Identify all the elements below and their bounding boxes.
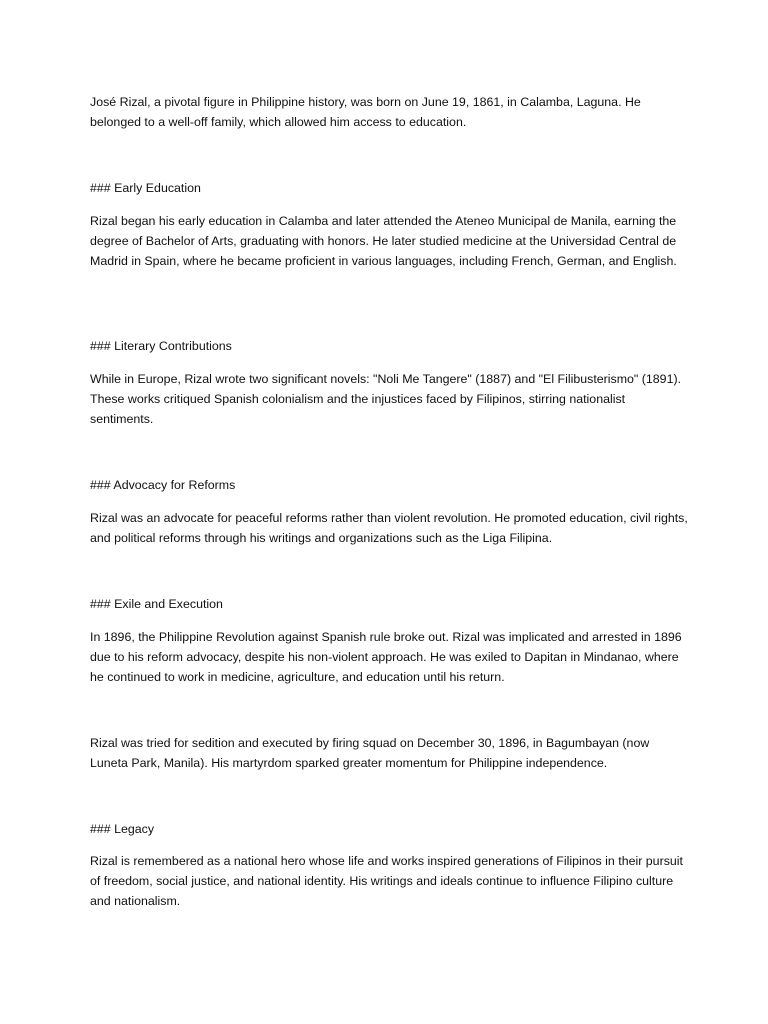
paragraph-execution: Rizal was tried for sedition and executed by firing squad on December 30, 1896, in Bagumbayan (now Luneta Park, Manila). His martyrdom sparked greater momentum for Philippine independence.	[90, 736, 650, 770]
paragraph-advocacy-for-reforms: Rizal was an advocate for peaceful reforms rather than violent revolution. He promoted education, civil rights, and political reforms through his writings and organizations such as the Liga Filipina.	[90, 511, 688, 545]
paragraph-literary-contributions: While in Europe, Rizal wrote two significant novels: "Noli Me Tangere" (1887) and "El Filibusterismo" (1891). These works critiqued Spanish colonialism and the injustices faced by Filipinos, stirring nationalist sentiments.	[90, 372, 682, 426]
intro-paragraph: José Rizal, a pivotal figure in Philippine history, was born on June 19, 1861, in Calamba, Laguna. He belonged to a well-off family, which allowed him access to education.	[90, 95, 641, 129]
heading-literary-contributions: ### Literary Contributions	[90, 339, 232, 353]
heading-legacy: ### Legacy	[90, 822, 155, 836]
heading-advocacy-for-reforms: ### Advocacy for Reforms	[90, 478, 236, 492]
paragraph-legacy: Rizal is remembered as a national hero whose life and works inspired generations of Filipinos in their pursuit of freedom, social justice, and national identity. His writings and ideals continue to influence Filipino culture and nationalism.	[90, 854, 683, 908]
heading-early-education: ### Early Education	[90, 181, 201, 195]
heading-exile-and-execution: ### Exile and Execution	[90, 597, 223, 611]
paragraph-exile: In 1896, the Philippine Revolution against Spanish rule broke out. Rizal was implicated and arrested in 1896 due to his reform advocacy, despite his non-violent approach. He was exiled to Dapitan in Mindanao, where he continued to work in medicine, agriculture, and education until his return.	[90, 630, 682, 684]
paragraph-early-education: Rizal began his early education in Calamba and later attended the Ateneo Municipal de Manila, earning the degree of Bachelor of Arts, graduating with honors. He later studied medicine at the Universidad Central de Madrid in Spain, where he became proficient in various languages, including French, German, and English.	[90, 214, 677, 268]
